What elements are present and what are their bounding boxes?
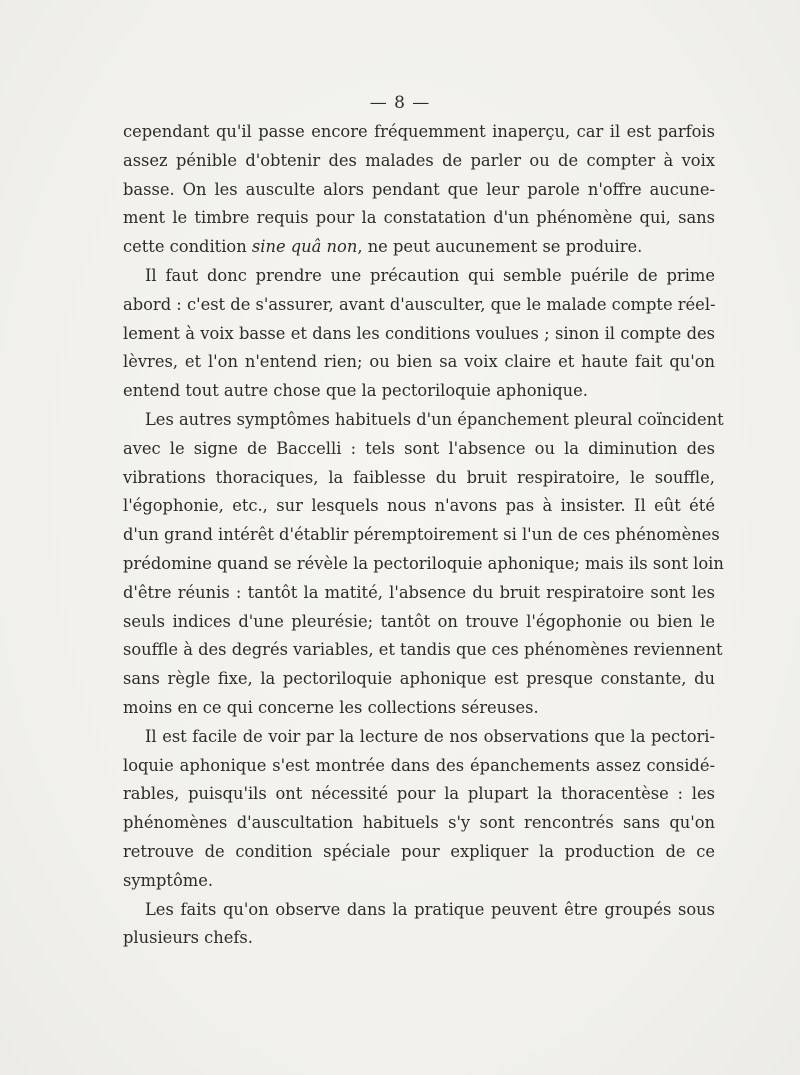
page-number: — 8 — — [369, 93, 431, 113]
text-line: cette condition sine quâ non, ne peut aucunement se produire. — [123, 237, 643, 257]
paragraph — [123, 262, 715, 406]
text-line: retrouve de condition spéciale pour expliquer la production de ce — [123, 841, 715, 861]
text-line: plusieurs chefs. — [123, 928, 253, 948]
text-line: Les autres symptômes habituels d'un épanchement pleural coïncident — [145, 409, 724, 429]
text-line: ment le timbre requis pour la constatation d'un phénomène qui, sans — [123, 208, 715, 228]
text-line: avec le signe de Baccelli : tels sont l'absence ou la diminution des — [123, 438, 715, 458]
text-line: Les faits qu'on observe dans la pratique peuvent être groupés sous — [145, 899, 715, 919]
text-line: Il faut donc prendre une précaution qui semble puérile de prime — [145, 265, 715, 285]
text-line: lèvres, et l'on n'entend rien; ou bien sa voix claire et haute fait qu'on — [123, 352, 715, 372]
text-line: symptôme. — [123, 870, 214, 890]
text-line: entend tout autre chose que la pectoriloquie aphonique. — [123, 381, 588, 401]
text-line: sans règle fixe, la pectoriloquie aphonique est presque constante, du — [123, 669, 715, 689]
text-line: moins en ce qui concerne les collections séreuses. — [123, 697, 539, 717]
paragraph — [123, 896, 715, 954]
text-line: vibrations thoraciques, la faiblesse du bruit respiratoire, le souffle, — [123, 467, 715, 487]
paragraph — [123, 118, 715, 262]
text-line: rables, puisqu'ils ont nécessité pour la plupart la thoracentèse : les — [123, 784, 715, 804]
text-line: cependant qu'il passe encore fréquemment inaperçu, car il est parfois — [123, 122, 715, 141]
text-line: phénomènes d'auscultation habituels s'y sont rencontrés sans qu'on — [123, 813, 715, 833]
text-line: loquie aphonique s'est montrée dans des épanchements assez considé- — [123, 755, 715, 775]
text-line: l'égophonie, etc., sur lesquels nous n'avons pas à insister. Il eût été — [123, 496, 715, 516]
text-line: d'être réunis : tantôt la matité, l'absence du bruit respiratoire sont les — [123, 582, 715, 602]
text-line: souffle à des degrés variables, et tandis que ces phénomènes reviennent — [123, 640, 723, 660]
text-line: lement à voix basse et dans les conditions voulues ; sinon il compte des — [123, 323, 715, 343]
text-line: seuls indices d'une pleurésie; tantôt on trouve l'égophonie ou bien le — [123, 611, 715, 631]
paragraph — [123, 406, 724, 723]
text-line: abord : c'est de s'assurer, avant d'ausculter, que le malade compte réel- — [123, 294, 716, 314]
text-line: d'un grand intérêt d'établir péremptoirement si l'un de ces phénomènes — [123, 525, 720, 545]
text-line: prédomine quand se révèle la pectoriloquie aphonique; mais ils sont loin — [123, 553, 724, 573]
body-text — [123, 118, 724, 953]
text-line: basse. On les ausculte alors pendant que leur parole n'offre aucune- — [123, 179, 715, 199]
text-line: assez pénible d'obtenir des malades de parler ou de compter à voix — [123, 150, 715, 170]
text-line: Il est facile de voir par la lecture de nos observations que la pectori- — [145, 726, 715, 746]
paragraph — [123, 723, 715, 896]
